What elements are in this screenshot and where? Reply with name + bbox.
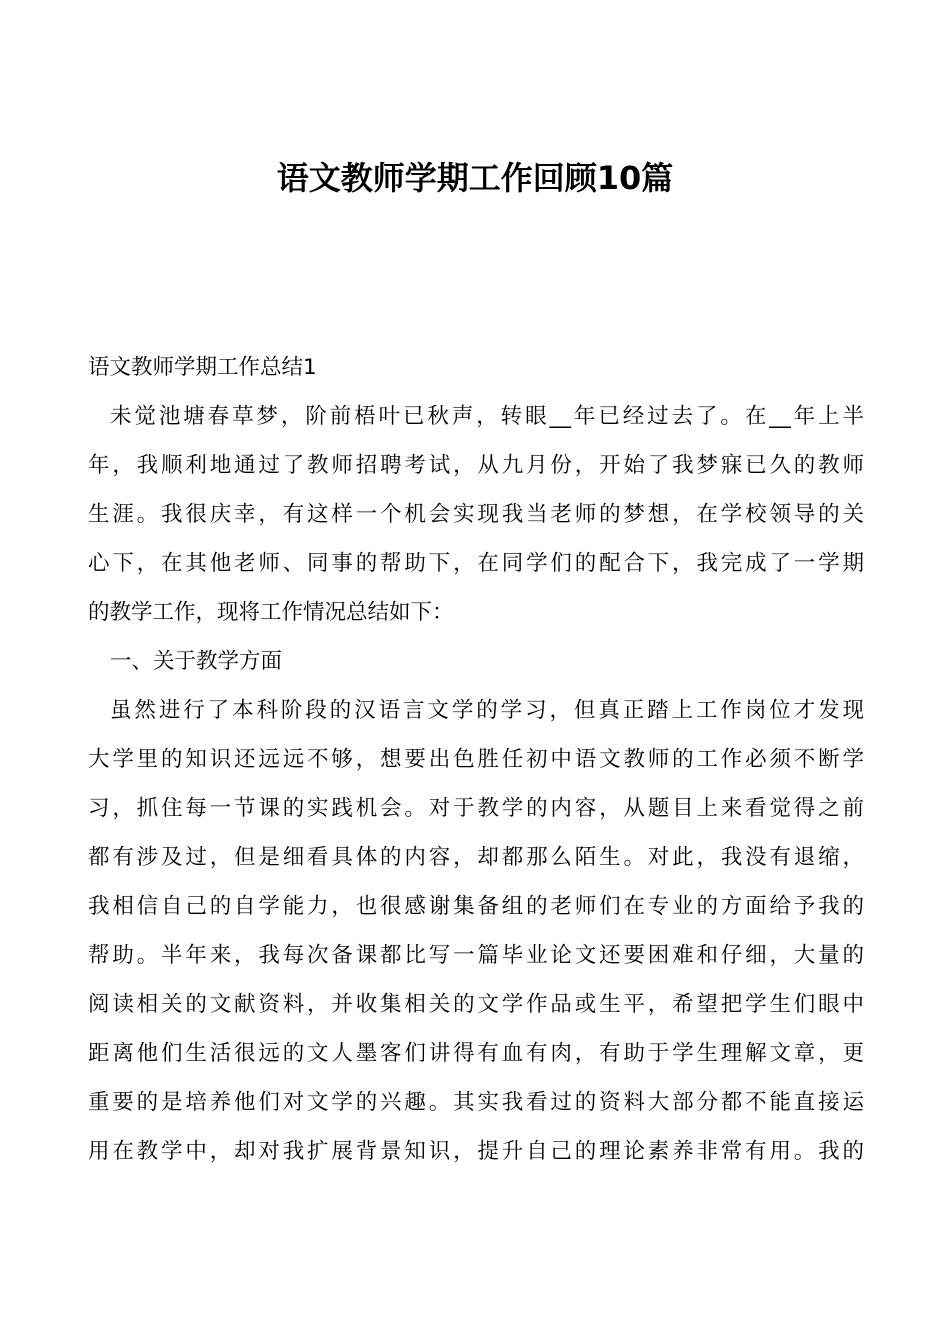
paragraph-line: 大学里的知识还远远不够，想要出色胜任初中语文教师的工作必须不断学 [88, 747, 864, 772]
paragraph-line: 习，抓住每一节课的实践机会。对于教学的内容，从题目上来看觉得之前 [88, 796, 864, 821]
paragraph-line: 生涯。我很庆幸，有这样一个机会实现我当老师的梦想，在学校领导的关 [88, 502, 864, 527]
paragraph-line: 虽然进行了本科阶段的汉语言文学的学习，但真正踏上工作岗位才发现 [110, 698, 864, 723]
document-body [88, 343, 864, 1176]
paragraph-line: 阅读相关的文献资料，并收集相关的文学作品或生平，希望把学生们眼中 [88, 992, 864, 1017]
paragraph-line: 年，我顺利地通过了教师招聘考试，从九月份，开始了我梦寐已久的教师 [88, 453, 864, 478]
document-title: 语文教师学期工作回顾10篇 [276, 159, 674, 197]
paragraph-line: 的教学工作，现将工作情况总结如下： [88, 600, 454, 625]
paragraph-line: 距离他们生活很远的文人墨客们讲得有血有肉，有助于学生理解文章，更 [88, 1041, 864, 1066]
paragraph-line: 未觉池塘春草梦，阶前梧叶已秋声，转眼__年已经过去了。在__年上半 [110, 404, 864, 429]
section-heading: 语文教师学期工作总结1 [88, 355, 317, 380]
paragraph-line: 用在教学中，却对我扩展背景知识，提升自己的理论素养非常有用。我的 [88, 1139, 864, 1164]
paragraph-line: 心下，在其他老师、同事的帮助下，在同学们的配合下，我完成了一学期 [88, 551, 864, 576]
paragraph-line: 都有涉及过，但是细看具体的内容，却都那么陌生。对此，我没有退缩， [88, 845, 864, 870]
paragraph-line: 重要的是培养他们对文学的兴趣。其实我看过的资料大部分都不能直接运 [88, 1090, 864, 1115]
paragraph-line: 帮助。半年来，我每次备课都比写一篇毕业论文还要困难和仔细，大量的 [88, 943, 864, 968]
subsection-heading: 一、关于教学方面 [110, 649, 283, 674]
paragraph-line: 我相信自己的自学能力，也很感谢集备组的老师们在专业的方面给予我的 [88, 894, 864, 919]
